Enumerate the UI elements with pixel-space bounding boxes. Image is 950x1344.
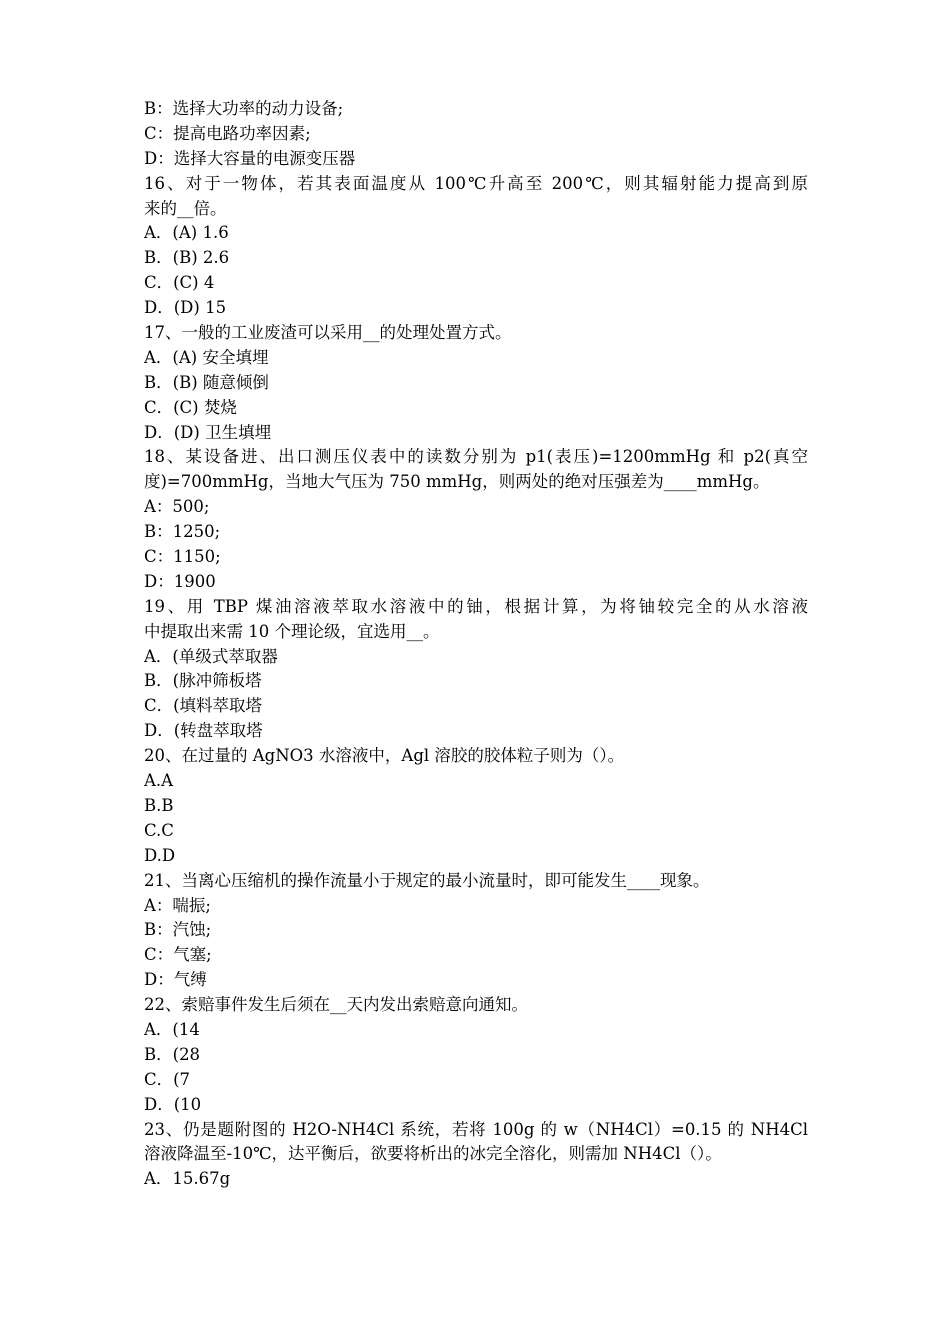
option-b: B.B [144,795,174,815]
option-d: D.D [144,845,176,865]
question-21: 21、当离心压缩机的操作流量小于规定的最小流量时，即可能发生____现象。 [144,870,710,890]
question-20: 20、在过量的 AgNO3 水溶液中，Agl 溶胶的胶体粒子则为（）。 [144,746,625,766]
option-b: B：1250; [144,522,221,542]
option-d: D．(转盘萃取塔 [144,721,263,741]
option-d: D．(D) 卫生填埋 [144,422,272,442]
option-d: D．(10 [144,1094,202,1114]
option-c: C.C [144,820,174,840]
option-d: D：选择大容量的电源变压器 [144,148,356,168]
option-c: C．(C) 焚烧 [144,397,237,417]
option-a: A．(单级式萃取器 [144,646,278,666]
question-16-cont: 来的__倍。 [144,198,227,218]
question-23: 23、仍是题附图的 H2O-NH4Cl 系统，若将 100g 的 w（NH4Cl）=0.15 的 NH4Cl [144,1119,808,1139]
option-a: A．(14 [144,1019,200,1039]
question-18: 18、某设备进、出口测压仪表中的读数分别为 p1(表压)=1200mmHg 和 p2(真空 [144,447,808,467]
question-16: 16、对于一物体，若其表面温度从 100℃升高至 200℃，则其辐射能力提高到原 [144,173,808,193]
option-c: C．(填料萃取塔 [144,696,263,716]
option-b: B：选择大功率的动力设备; [144,99,344,118]
option-c: C：1150; [144,547,221,567]
option-a: A：喘振; [144,895,211,915]
option-d: D．(D) 15 [144,298,227,318]
option-a: A．(A) 安全填埋 [144,347,269,367]
option-c: C：气塞; [144,945,212,965]
option-b: B．(28 [144,1044,201,1064]
option-d: D：1900 [144,571,216,591]
question-18-cont: 度)=700mmHg，当地大气压为 750 mmHg，则两处的绝对压强差为____mmHg。 [144,472,770,492]
option-d: D：气缚 [144,970,207,990]
option-b: B：汽蚀; [144,920,212,940]
question-17: 17、一般的工业废渣可以采用__的处理处置方式。 [144,323,512,343]
question-22: 22、索赔事件发生后须在__天内发出索赔意向通知。 [144,995,528,1015]
option-a: A．15.67g [144,1169,231,1189]
question-19: 19、用 TBP 煤油溶液萃取水溶液中的铀，根据计算，为将铀较完全的从水溶液 [144,596,808,616]
document-page [144,97,808,1192]
option-a: A．(A) 1.6 [144,223,229,243]
option-a: A.A [144,771,174,791]
option-c: C．(C) 4 [144,273,215,293]
question-23-cont: 溶液降温至-10℃，达平衡后，欲要将析出的冰完全溶化，则需加 NH4Cl（）。 [144,1144,722,1164]
option-c: C：提高电路功率因素; [144,123,311,143]
option-a: A：500; [144,497,210,517]
option-b: B．(B) 随意倾倒 [144,372,269,392]
option-b: B．(脉冲筛板塔 [144,671,262,691]
question-19-cont: 中提取出来需 10 个理论级，宜选用__。 [144,621,440,641]
option-c: C．(7 [144,1069,191,1089]
option-b: B．(B) 2.6 [144,248,230,268]
